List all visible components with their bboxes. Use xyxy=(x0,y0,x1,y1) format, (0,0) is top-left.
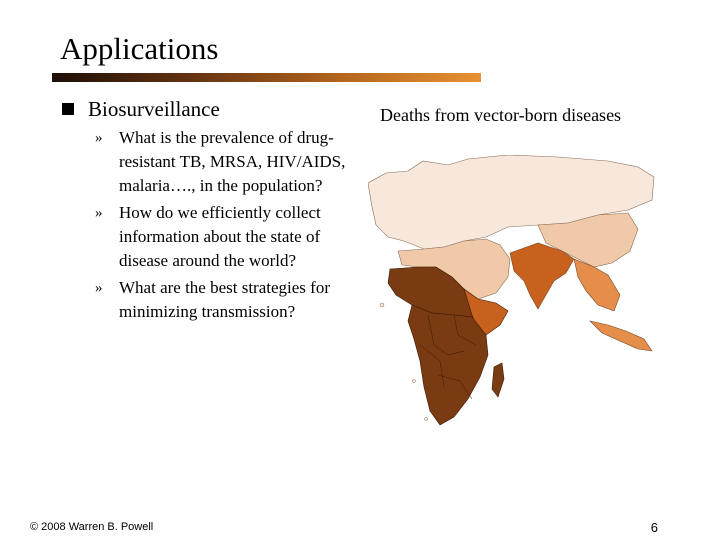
page-number: 6 xyxy=(650,520,658,535)
sub-bullet xyxy=(95,201,365,273)
map-island xyxy=(380,303,384,307)
map-region-southeast-asia xyxy=(574,259,620,311)
world-map-image xyxy=(368,155,656,430)
map-island xyxy=(425,418,428,421)
map-region-madagascar xyxy=(492,363,504,397)
sub-bullet-marker: » xyxy=(95,205,103,221)
sub-bullet xyxy=(95,126,365,198)
slide-title: Applications xyxy=(60,31,219,66)
main-bullet xyxy=(62,96,220,122)
sub-bullet-text: How do we efficiently collect information about the state of disease around the world? xyxy=(119,203,321,270)
copyright-footer: © 2008 Warren B. Powell xyxy=(30,521,154,533)
sub-bullet-marker: » xyxy=(95,130,103,146)
title-underline xyxy=(52,73,481,82)
map-caption: Deaths from vector-born diseases xyxy=(380,105,622,125)
map-region-south-asia xyxy=(510,243,574,309)
sub-bullet-list xyxy=(95,126,365,327)
map-island xyxy=(413,380,416,383)
sub-bullet-marker: » xyxy=(95,280,103,296)
square-bullet-icon xyxy=(62,103,74,115)
sub-bullet-text: What is the prevalence of drug-resistant TB, MRSA, HIV/AIDS, malaria…., in the population? xyxy=(119,128,346,195)
map-region-indonesia xyxy=(590,321,652,351)
sub-bullet xyxy=(95,276,365,324)
sub-bullet-text: What are the best strategies for minimizing transmission? xyxy=(119,278,330,321)
main-bullet-text: Biosurveillance xyxy=(88,97,220,121)
map-region-sub-saharan-africa xyxy=(408,305,488,425)
